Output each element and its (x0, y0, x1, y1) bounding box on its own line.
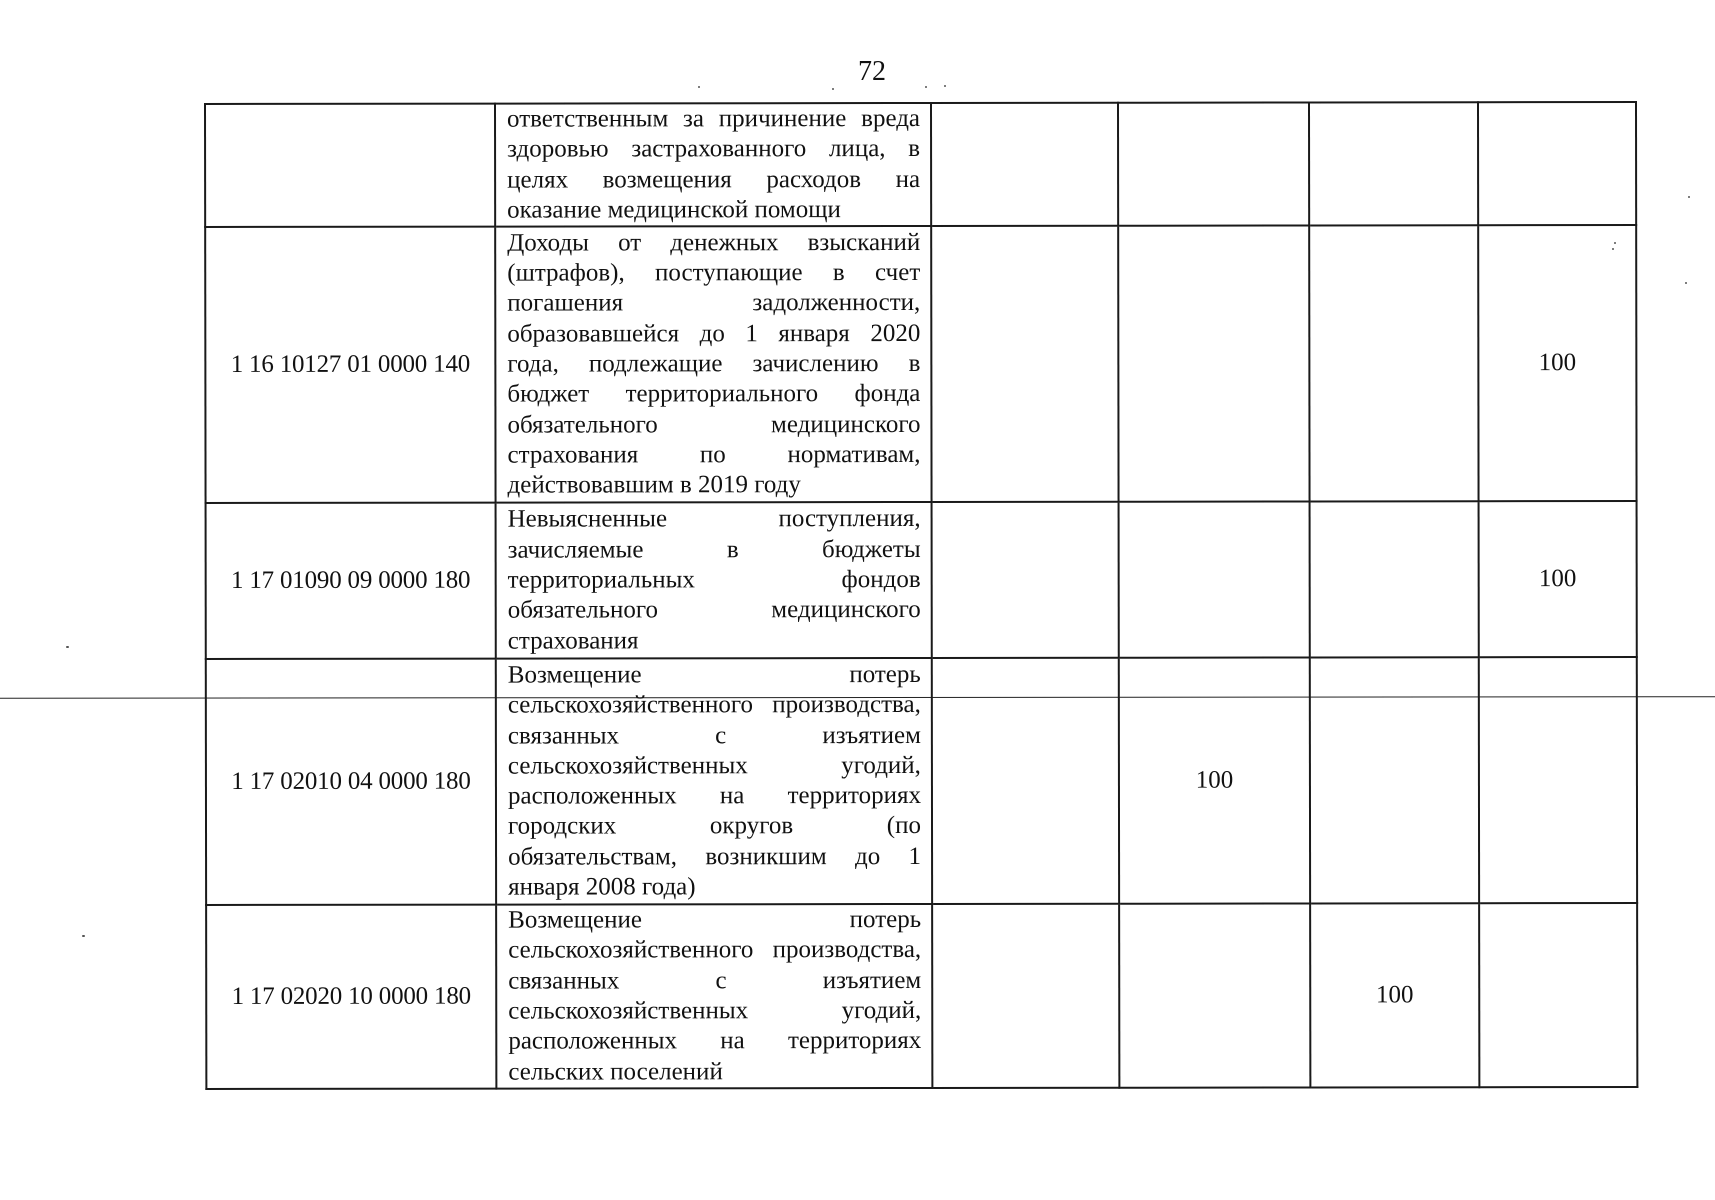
row-description: Возмещение потерь сельскохозяйственного производства, связанных с изъятием сельскохозяйственных угодий, расположенных на территориях городских округов (по обязательствам, возникшим до 1 января 2008 года) (496, 658, 932, 905)
scan-speck (66, 646, 69, 648)
table-row (206, 657, 1637, 905)
scan-speck (698, 86, 700, 88)
scan-speck (1685, 282, 1687, 284)
row-value (1478, 102, 1636, 225)
row-value (1119, 904, 1310, 1088)
row-value (931, 103, 1118, 226)
table-row (205, 102, 1636, 227)
scan-speck (925, 86, 927, 88)
row-value: 100 (1478, 225, 1636, 501)
table-row (206, 501, 1637, 659)
table-row (205, 225, 1636, 503)
row-value (1310, 501, 1479, 657)
row-value (1309, 102, 1478, 225)
row-value (1309, 225, 1478, 501)
row-code: 1 17 01090 09 0000 180 (206, 503, 496, 659)
row-value (932, 502, 1119, 658)
scan-speck (82, 935, 85, 937)
row-value: 100 (1119, 658, 1310, 904)
row-value (932, 658, 1119, 904)
row-description: Возмещение потерь сельскохозяйственного производства, связанных с изъятием сельскохозяйственных угодий, расположенных на территориях сельских поселений (496, 904, 932, 1088)
row-value (1479, 657, 1637, 903)
table-row (206, 903, 1637, 1089)
row-value: 100 (1310, 903, 1479, 1087)
row-value: 100 (1479, 501, 1637, 657)
row-value (1119, 502, 1310, 658)
row-value (1118, 226, 1309, 502)
row-value (1310, 657, 1479, 903)
row-description: Невыясненные поступления, зачисляемые в бюджеты территориальных фондов обязательного медицинского страхования (496, 502, 932, 659)
row-value (931, 226, 1118, 502)
row-code (205, 104, 495, 228)
row-code: 1 17 02010 04 0000 180 (206, 659, 496, 905)
scan-speck (944, 85, 946, 87)
page-number: 72 (858, 56, 886, 87)
row-value (932, 904, 1119, 1088)
scan-speck (1688, 196, 1690, 198)
row-value (1479, 903, 1637, 1087)
row-code: 1 16 10127 01 0000 140 (205, 227, 495, 503)
row-code: 1 17 02020 10 0000 180 (206, 905, 496, 1089)
budget-table (204, 101, 1638, 1090)
scan-speck (832, 88, 834, 90)
row-description: Доходы от денежных взысканий (штрафов), поступающие в счет погашения задолженности, образовавшейся до 1 января 2020 года, подлежащие зачислению в бюджет территориального фонда обязательного медицинского страхования по нормативам, действовавшим в 2019 году (495, 226, 931, 503)
row-description: ответственным за причинение вреда здоровью застрахованного лица, в целях возмещения расходов на оказание медицинской помощи (495, 103, 931, 227)
row-value (1118, 102, 1309, 225)
